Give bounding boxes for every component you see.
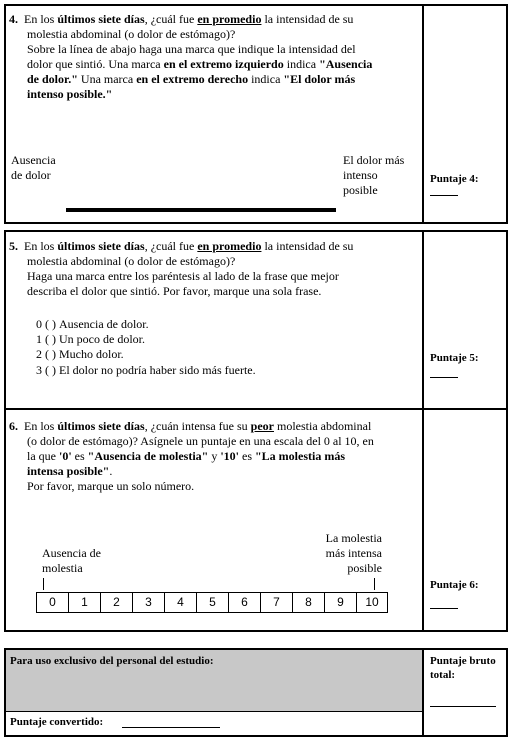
q4-number: 4. (9, 12, 18, 26)
footer-divider (6, 711, 422, 712)
q5-score-blank[interactable] (430, 377, 458, 378)
q6-scale-cell-7[interactable]: 7 (261, 593, 293, 612)
raw-total-blank[interactable] (430, 706, 496, 707)
gap-q6-footer (0, 632, 513, 648)
question-6: 6. En los últimos siete días, ¿cuán intensa fue su peor molestia abdominal (o dolor de estómago)? Asígnele un puntaje en una escala del 0 al 10, en la que '0' es "Ausencia de molestia" y '10' es "La molestia más intensa posible". Por favor, marque un solo número. (9, 419, 374, 493)
question-4: 4. En los últimos siete días, ¿cuál fue en promedio la intensidad de su molestia abdominal (o dolor de estómago)? Sobre la línea de abajo haga una marca que indique la intensidad del dolor que sintió. Una marca en el extremo izquierdo indica "Ausencia de dolor." Una marca en el extremo derecho indica "El dolor más intenso posible." (9, 12, 373, 101)
q5-checkbox-1[interactable]: ( ) (45, 332, 56, 346)
q6-scale-cell-10[interactable]: 10 (357, 593, 388, 612)
q6-scale-cell-5[interactable]: 5 (197, 593, 229, 612)
q6-scale-cell-6[interactable]: 6 (229, 593, 261, 612)
q6-scale-cell-3[interactable]: 3 (133, 593, 165, 612)
q6-scale-cell-0[interactable]: 0 (37, 593, 69, 612)
frame-left (4, 4, 6, 736)
q5-checkbox-0[interactable]: ( ) (45, 317, 56, 331)
q6-scale-cell-2[interactable]: 2 (101, 593, 133, 612)
frame-right (506, 4, 508, 736)
q4-pain-line[interactable] (66, 208, 336, 212)
q5-option-1[interactable]: 1 ( ) Un poco de dolor. (36, 332, 145, 346)
converted-score-blank[interactable] (122, 727, 220, 728)
q6-number: 6. (9, 419, 18, 433)
q5-option-2[interactable]: 2 ( ) Mucho dolor. (36, 347, 124, 361)
converted-score-label: Puntaje convertido: (10, 716, 104, 728)
q6-left-label: Ausencia de molestia (42, 546, 101, 575)
q6-scale-cell-4[interactable]: 4 (165, 593, 197, 612)
q4-score-blank[interactable] (430, 195, 458, 196)
q5-number: 5. (9, 239, 18, 253)
q6-score-label: Puntaje 6: (430, 579, 479, 591)
q6-scale-cell-1[interactable]: 1 (69, 593, 101, 612)
column-divider (422, 4, 424, 736)
staff-only-label: Para uso exclusivo del personal del estudio: (10, 655, 214, 667)
q6-scale-cell-9[interactable]: 9 (325, 593, 357, 612)
raw-total-label: Puntaje bruto total: (430, 655, 496, 681)
frame-top (4, 4, 508, 6)
gap-q4-q5 (0, 224, 513, 230)
divider-q5-top (4, 230, 508, 232)
q4-right-label: El dolor más intenso posible (343, 153, 405, 197)
q6-scale-cell-8[interactable]: 8 (293, 593, 325, 612)
q4-score-label: Puntaje 4: (430, 173, 479, 185)
q6-score-blank[interactable] (430, 608, 458, 609)
q5-option-3[interactable]: 3 ( ) El dolor no podría haber sido más fuerte. (36, 363, 256, 377)
divider-q5-q6 (4, 408, 508, 410)
frame-bottom (4, 735, 508, 737)
q4-left-label: Ausencia de dolor (11, 153, 56, 182)
q5-option-0[interactable]: 0 ( ) Ausencia de dolor. (36, 317, 149, 331)
q5-checkbox-3[interactable]: ( ) (45, 363, 56, 377)
q6-right-tick (374, 578, 375, 590)
question-5: 5. En los últimos siete días, ¿cuál fue en promedio la intensidad de su molestia abdominal (o dolor de estómago)? Haga una marca entre los paréntesis al lado de la frase que mejor describa el dolor que sintió. Por favor, marque una sola frase. (9, 239, 354, 298)
q5-score-label: Puntaje 5: (430, 352, 479, 364)
q5-checkbox-2[interactable]: ( ) (45, 347, 56, 361)
q6-scale (36, 592, 388, 613)
q6-left-tick (43, 578, 44, 590)
q6-right-label: La molestia más intensa posible (325, 531, 382, 575)
